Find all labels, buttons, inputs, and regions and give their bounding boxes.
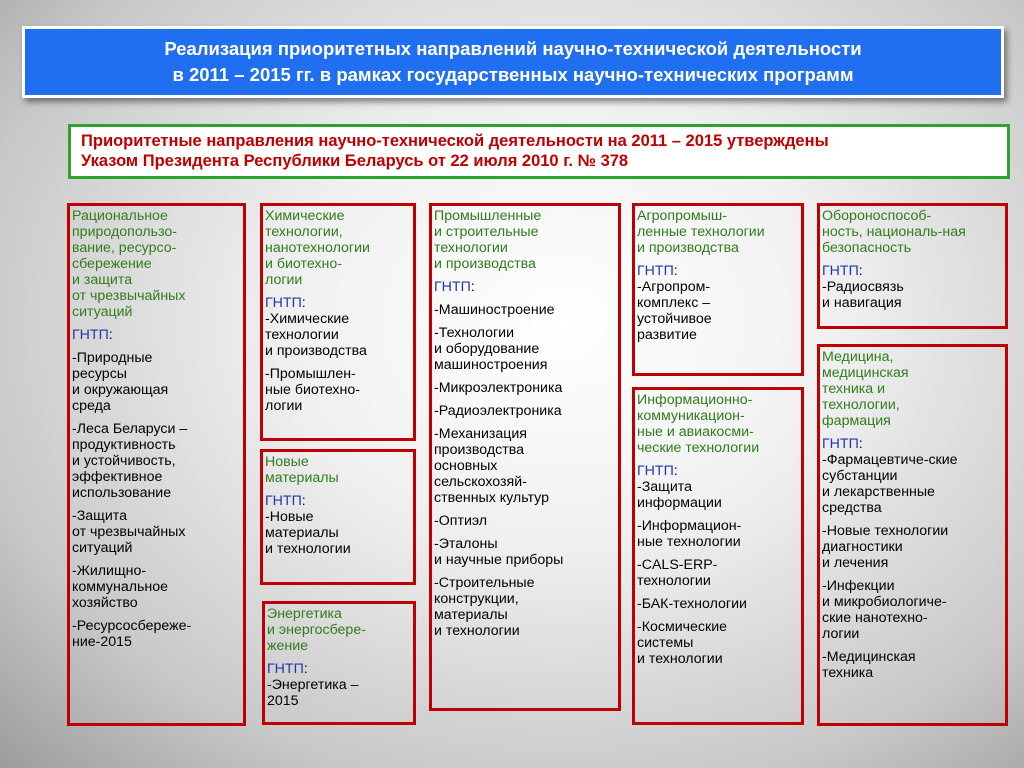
program-item: -Космические системы и технологии bbox=[637, 619, 728, 667]
box-title: Новые материалы bbox=[265, 454, 339, 486]
program-item: -CALS-ERP- технологии bbox=[637, 557, 718, 589]
box-title: Агропромыш- ленные технологии и производства bbox=[637, 208, 765, 256]
program-item: -Радиосвязь и навигация bbox=[822, 279, 904, 311]
box-new-materials bbox=[260, 449, 416, 585]
box-title: Медицина, медицинская техника и технологии, фармация bbox=[822, 349, 909, 429]
box-defense bbox=[817, 203, 1008, 329]
box-title: Информационно- коммуникацион- ные и авиакосми- ческие технологии bbox=[637, 392, 760, 456]
program-item: -Новые технологии диагностики и лечения bbox=[822, 523, 949, 571]
program-item: -Леса Беларуси – продуктивность и устойчивость, эффективное использование bbox=[72, 421, 188, 501]
program-item: -Радиоэлектроника bbox=[434, 403, 562, 419]
box-title: Химические технологии, нанотехнологии и биотехно- логии bbox=[265, 208, 370, 288]
gntp-label: ГНТП: bbox=[72, 327, 113, 343]
program-item: -Информацион- ные технологии bbox=[637, 518, 742, 550]
box-industry bbox=[429, 203, 621, 711]
decree-line-1: Приоритетные направления научно-технической деятельности на 2011 – 2015 утверждены bbox=[81, 132, 829, 150]
box-chemistry bbox=[260, 203, 416, 441]
program-item: -Промышлен- ные биотехно- логии bbox=[265, 366, 360, 414]
program-item: -Фармацевтиче-ские субстанции и лекарственные средства bbox=[822, 452, 958, 516]
slide-title bbox=[22, 26, 1004, 98]
box-nature-management bbox=[67, 203, 246, 726]
gntp-label: ГНТП: bbox=[434, 279, 475, 295]
gntp-label: ГНТП: bbox=[637, 463, 678, 479]
program-item: -Медицинская техника bbox=[822, 649, 916, 681]
program-item: -Новые материалы и технологии bbox=[265, 509, 351, 557]
slide-title-line-2: в 2011 – 2015 гг. в рамках государственных научно-технических программ bbox=[172, 64, 854, 85]
box-title: Промышленные и строительные технологии и производства bbox=[434, 208, 542, 272]
box-title: Обороноспособ- ность, националь-ная безопасность bbox=[822, 208, 966, 256]
gntp-label: ГНТП: bbox=[265, 493, 306, 509]
program-item: -Природные ресурсы и окружающая среда bbox=[72, 350, 169, 414]
program-item: -Механизация производства основных сельскохозяй- ственных культур bbox=[434, 426, 549, 506]
gntp-label: ГНТП: bbox=[822, 436, 863, 452]
program-item: -Микроэлектроника bbox=[434, 380, 563, 396]
box-energy bbox=[262, 601, 416, 725]
program-item: -Защита от чрезвычайных ситуаций bbox=[72, 508, 186, 556]
program-item: -Оптиэл bbox=[434, 513, 488, 529]
box-medicine bbox=[817, 344, 1008, 726]
program-item: -БАК-технологии bbox=[637, 596, 747, 612]
program-item: -Защита информации bbox=[637, 479, 722, 511]
program-item: -Машиностроение bbox=[434, 302, 555, 318]
program-item: -Химические технологии и производства bbox=[265, 311, 367, 359]
box-agriculture bbox=[632, 203, 804, 376]
program-item: -Технологии и оборудование машиностроения bbox=[434, 325, 548, 373]
box-title: Рациональное природопользо- вание, ресурсо- сбережение и защита от чрезвычайных ситуаций bbox=[72, 208, 186, 320]
gntp-label: ГНТП: bbox=[822, 263, 863, 279]
program-item: -Строительные конструкции, материалы и технологии bbox=[434, 575, 535, 639]
decree-banner bbox=[68, 124, 1010, 179]
decree-line-2: Указом Президента Республики Беларусь от 22 июля 2010 г. № 378 bbox=[81, 152, 629, 170]
program-item: -Ресурсосбереже- ние-2015 bbox=[72, 618, 192, 650]
program-item: -Жилищно- коммунальное хозяйство bbox=[72, 563, 169, 611]
gntp-label: ГНТП: bbox=[637, 263, 678, 279]
program-item: -Инфекции и микробиологиче- ские нанотехно- логии bbox=[822, 578, 947, 642]
gntp-label: ГНТП: bbox=[267, 661, 308, 677]
program-item: -Эталоны и научные приборы bbox=[434, 536, 564, 568]
box-ict-aerospace bbox=[632, 387, 804, 725]
gntp-label: ГНТП: bbox=[265, 295, 306, 311]
box-title: Энергетика и энергосбере- жение bbox=[267, 606, 366, 654]
slide-title-line-1: Реализация приоритетных направлений научно-технической деятельности bbox=[164, 38, 862, 59]
program-item: -Агропром- комплекс – устойчивое развитие bbox=[637, 279, 712, 343]
program-item: -Энергетика – 2015 bbox=[267, 677, 359, 709]
